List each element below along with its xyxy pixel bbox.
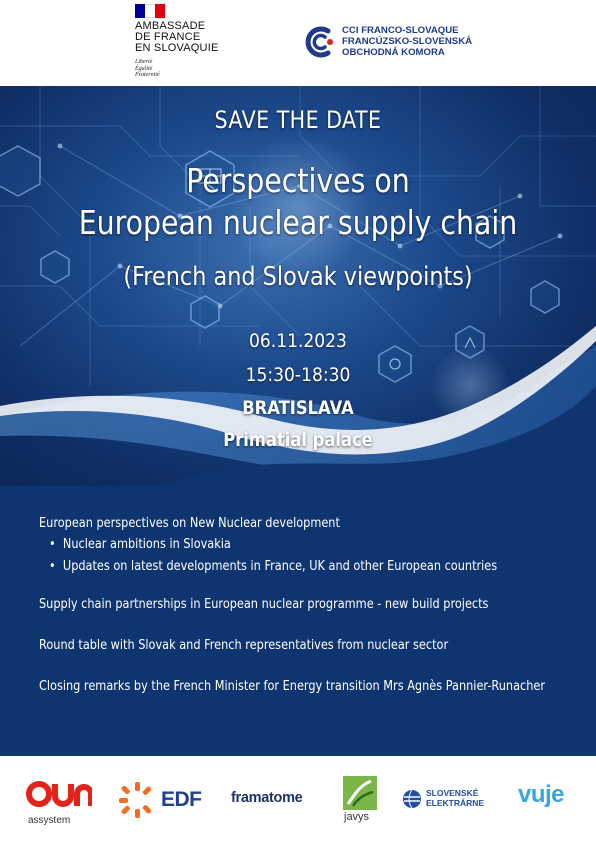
agenda-item: Closing remarks by the French Minister for Energy transition Mrs Agnès Pannier-Runacher [39,679,546,694]
edf-wordmark: EDF [161,788,202,811]
assystem-logo [26,780,92,824]
agenda-panel [0,486,596,756]
event-date: 06.11.2023 [249,330,347,352]
event-city: BRATISLAVA [242,397,354,419]
cci-logo [302,22,562,64]
javys-logo [341,776,379,828]
agenda-bullet-list [49,534,589,578]
agenda-bullet: • Updates on latest developments in France, UK and other European countries [49,556,519,578]
slovenske-elektrarne-globe-icon [402,789,422,809]
agenda [39,514,589,698]
event-time: 15:30-18:30 [245,364,351,386]
javys-wordmark: javys [344,811,370,823]
vuje-logo [518,781,564,809]
agenda-bullet: • Nuclear ambitions in Slovakia [49,534,519,556]
agenda-intro: European perspectives on New Nuclear development [39,516,340,531]
event-venue: Primatial palace [223,429,373,451]
agenda-item: Supply chain partnerships in European nuclear programme - new build projects [39,597,489,612]
framatome-logo [231,790,302,806]
assystem-emblem-icon [26,780,92,810]
page-header [0,0,596,86]
embassy-name: AMBASSADE DE FRANCE EN SLOVAQUIE [135,20,219,54]
cci-emblem-icon [302,24,338,60]
vuje-wordmark: vuje [518,781,565,808]
sponsor-footer [0,756,596,842]
cci-name: CCI FRANCO-SLOVAQUE FRANCÚZSKO-SLOVENSKÁ OBCHODNÁ KOMORA [342,25,473,58]
event-title [42,160,555,244]
assystem-wordmark: assystem [28,815,71,826]
embassy-logo [108,4,248,84]
save-the-date-label: SAVE THE DATE [214,106,382,134]
edf-sun-icon [117,780,159,820]
french-flag-icon [135,4,165,18]
event-title-line-1: Perspectives on [186,161,410,200]
embassy-motto: Liberté Égalité Fraternité [135,59,160,78]
event-title-line-2: European nuclear supply chain [78,203,518,242]
agenda-item: Round table with Slovak and French representatives from nuclear sector [39,638,449,653]
event-subtitle: (French and Slovak viewpoints) [123,262,473,292]
javys-emblem-icon [343,776,377,810]
hero-banner [0,86,596,486]
edf-logo [117,780,212,820]
slovenske-elektrarne-logo [402,786,502,816]
slovenske-elektrarne-wordmark: SLOVENSKÉ ELEKTRÁRNE [426,788,485,808]
framatome-wordmark: framatome [231,790,303,806]
